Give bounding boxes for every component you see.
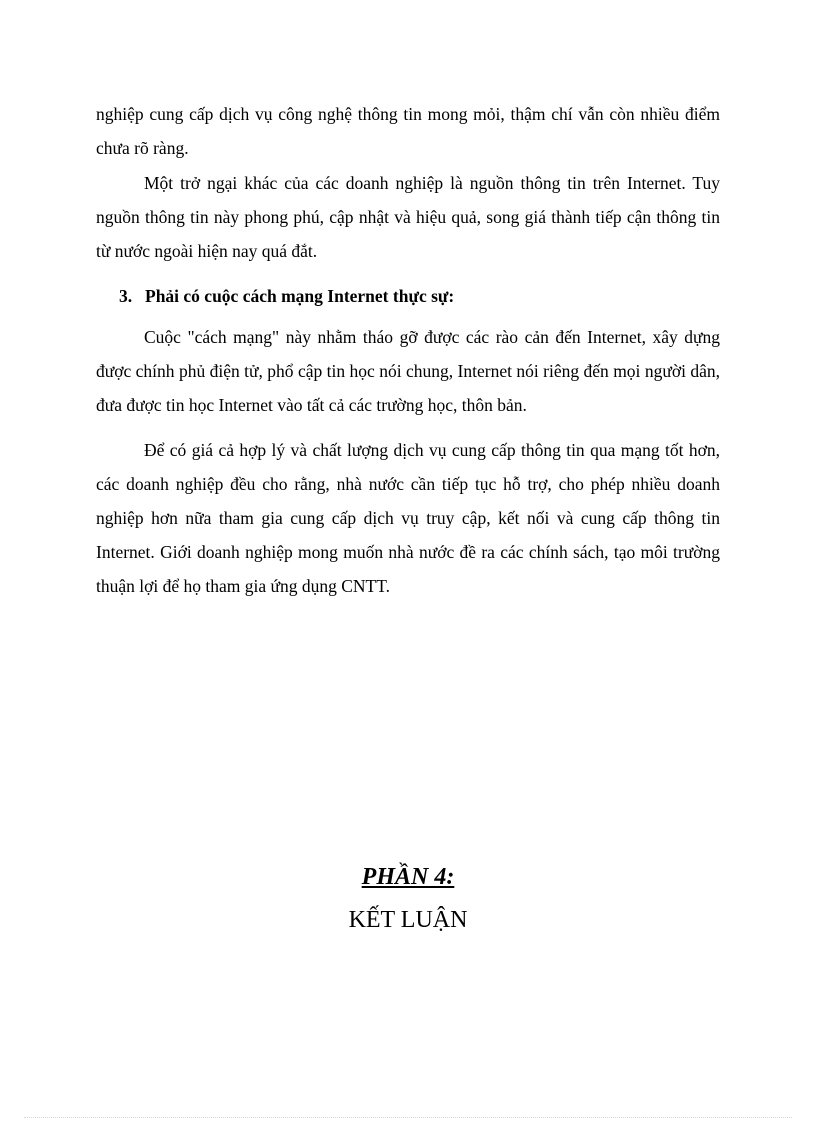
part-title: KẾT LUẬN xyxy=(348,907,468,933)
heading-text: Phải có cuộc cách mạng Internet thực sự: xyxy=(145,286,455,306)
part-label: PHẦN 4: xyxy=(361,864,455,890)
heading-number: 3. xyxy=(119,286,133,306)
paragraph-continuation: nghiệp cung cấp dịch vụ công nghệ thông tin mong mỏi, thậm chí vẫn còn nhiều điểm chưa rõ ràng. xyxy=(96,104,720,158)
paragraph-internet-revolution: Cuộc "cách mạng" này nhằm tháo gỡ được các rào cản đến Internet, xây dựng được chính phủ điện tử, phổ cập tin học nói chung, Internet nói riêng đến mọi người dân, đưa được tin học Internet vào tất cả các trường học, thôn bản. xyxy=(96,327,720,415)
paragraph-pricing-quality: Để có giá cả hợp lý và chất lượng dịch vụ cung cấp thông tin qua mạng tốt hơn, các doanh nghiệp đều cho rằng, nhà nước cần tiếp tục hỗ trợ, cho phép nhiều doanh nghiệp hơn nữa tham gia cung cấp dịch vụ truy cập, kết nối và cung cấp thông tin Internet. Giới doanh nghiệp mong muốn nhà nước đề ra các chính sách, tạo môi trường thuận lợi để họ tham gia ứng dụng CNTT. xyxy=(96,440,720,596)
section-heading-3 xyxy=(119,284,454,308)
page-bottom-divider xyxy=(24,1117,792,1118)
paragraph-information-source: Một trở ngại khác của các doanh nghiệp là nguồn thông tin trên Internet. Tuy nguồn thông tin này phong phú, cập nhật và hiệu quả, song giá thành tiếp cận thông tin từ nước ngoài hiện nay quá đắt. xyxy=(96,173,720,261)
